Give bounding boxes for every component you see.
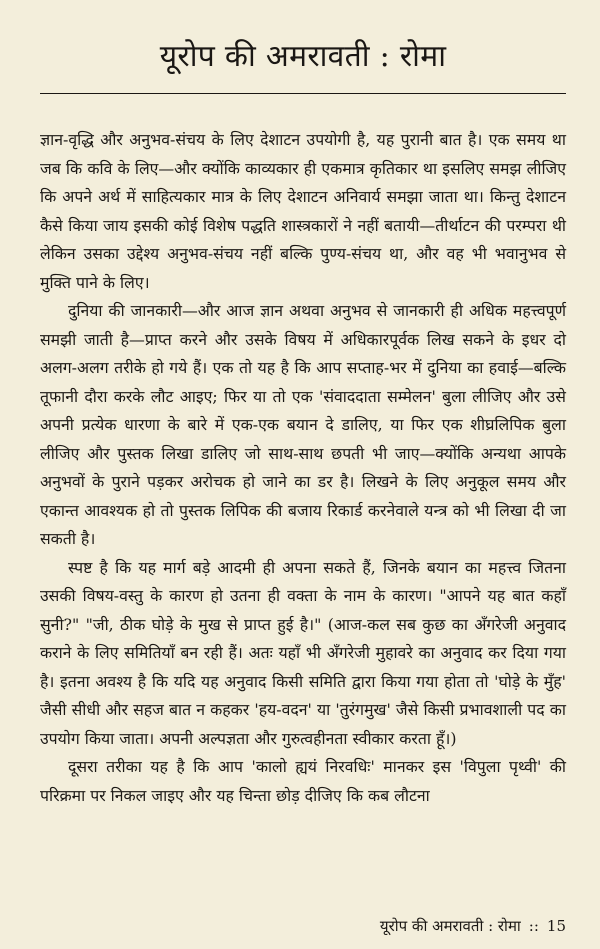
paragraph-4: दूसरा तरीका यह है कि आप 'कालो ह्ययं निरवधिः' मानकर इस 'विपुला पृथ्वी' की परिक्रमा पर निकल जाइए और यह चिन्ता छोड़ दीजिए कि कब लौटना <box>40 757 566 805</box>
paragraph-3: स्पष्ट है कि यह मार्ग बड़े आदमी ही अपना सकते हैं, जिनके बयान का महत्त्व जितना उसकी विषय-वस्तु के कारण हो उतना ही वक्ता के नाम के कारण। "आपने यह बात कहाँ सुनी?" "जी, ठीक घोड़े के मुख से प्राप्त हुई है।" (आज-कल सब कुछ का अँगरेजी अनुवाद कराने के लिए समितियाँ बन रही हैं। अतः यहाँ भी अँगरेजी मुहावरे का अनुवाद कर दिया गया है। इतना अवश्य है कि यदि यह अनुवाद किसी समिति द्वारा किया गया होता तो 'घोड़े के मुँह' जैसी सीधी और सहज बात न कहकर 'हय-वदन' या 'तुरंगमुख' जैसे किसी प्रभावशाली पद का उपयोग किया जाता। अपनी अल्पज्ञता और गुरुत्वहीनता स्वीकार करता हूँ।) <box>40 557 567 748</box>
paragraph-1: ज्ञान-वृद्धि और अनुभव-संचय के लिए देशाटन उपयोगी है, यह पुरानी बात है। एक समय था जब कि कवि के लिए—और क्योंकि काव्यकार ही एकमात्र कृतिकार था इसलिए समझ लीजिए कि अपने अर्थ में साहित्यकार मात्र के लिए देशाटन अनिवार्य समझा जाता था। किन्तु देशाटन कैसे किया जाय इसकी कोई विशेष पद्धति शास्त्रकारों ने नहीं बतायी—तीर्थाटन की परम्परा थी लेकिन उसका उद्देश्य अनुभव-संचय नहीं बल्कि पुण्य-संचय था, और वह भी भवानुभव से मुक्ति पाने के लिए। <box>40 130 566 292</box>
footer-running-title: यूरोप की अमरावती : रोमा <box>379 917 521 935</box>
page-title: यूरोप की अमरावती : रोमा <box>159 39 447 74</box>
paragraph-2: दुनिया की जानकारी—और आज ज्ञान अथवा अनुभव से जानकारी ही अधिक महत्त्वपूर्ण समझी जाती है—प्राप्त करने और उसके विषय में अधिकारपूर्वक लिख सकने के इधर दो अलग-अलग तरीके हो गये हैं। एक तो यह है कि आप सप्ताह-भर में दुनिया का हवाई—बल्कि तूफानी दौरा करके लौट आइए; फिर या तो एक 'संवाददाता सम्मेलन' बुला लीजिए और उसे अपनी प्रत्येक धारणा के बारे में एक-एक बयान दे डालिए, या फिर एक शीघ्रलिपिक बुला लीजिए और पुस्तक लिखा डालिए जो साथ-साथ छपती भी जाए—क्योंकि अन्यथा आपके अनुभवों के पुराने पड़कर अरोचक हो जाने का डर है। लिखने के लिए अनुकूल समय और एकान्त आवश्यक हो तो पुस्तक लिपिक की बजाय रिकार्ड करनेवाले यन्त्र को भी लिखा दी जा सकती है। <box>40 301 566 548</box>
title-rule <box>40 93 566 95</box>
body-text <box>40 126 566 810</box>
page-footer <box>380 917 566 935</box>
page-number: 15 <box>546 917 566 935</box>
footer-separator: :: <box>528 917 539 935</box>
